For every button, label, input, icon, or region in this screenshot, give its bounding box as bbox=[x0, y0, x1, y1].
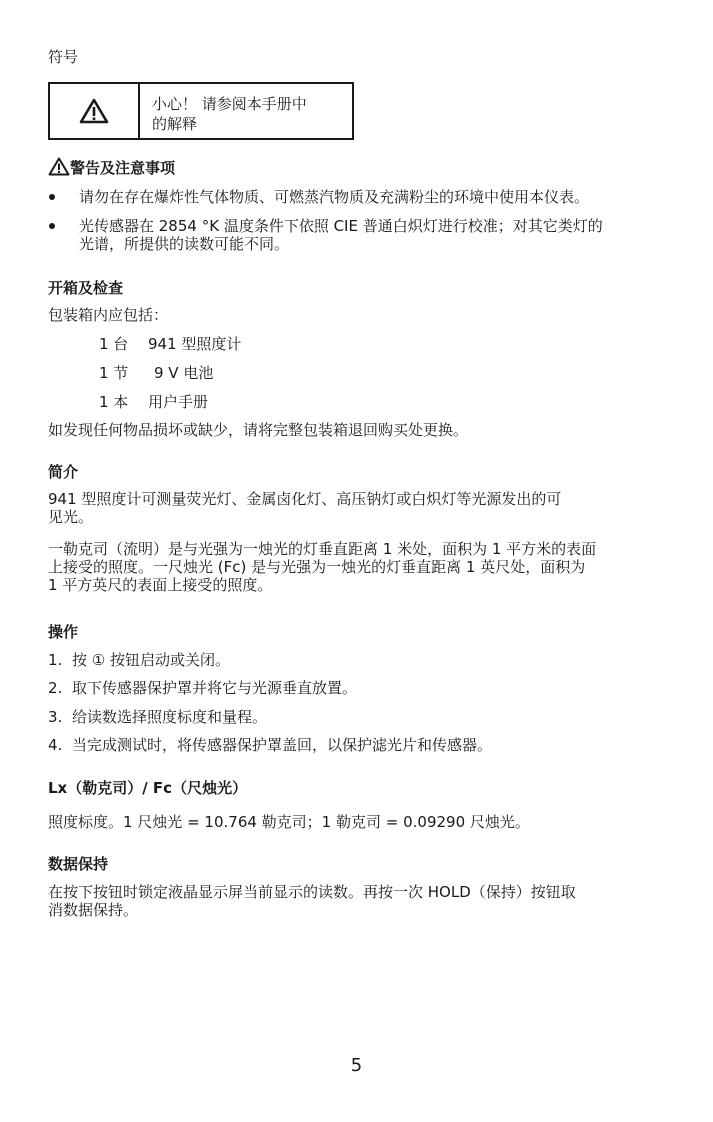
warning-item-2-line2: 光谱，所提供的读数可能不同。 bbox=[79, 235, 290, 253]
caution-symbol-table bbox=[48, 82, 354, 140]
step-text: 取下传感器保护罩并将它与光源垂直放置。 bbox=[72, 679, 358, 697]
step-text: 按 ① 按钮启动或关闭。 bbox=[72, 651, 230, 669]
hold-heading: 数据保持 bbox=[48, 855, 109, 873]
warnings-heading: 警告及注意事项 bbox=[70, 159, 176, 177]
units-heading: Lx（勒克司）/ Fc（尺烛光） bbox=[48, 779, 248, 797]
warning-item-1: 请勿在存在爆炸性气体物质、可燃蒸汽物质及充满粉尘的环境中使用本仪表。 bbox=[79, 188, 590, 206]
package-item-desc: 用户手册 bbox=[148, 393, 209, 411]
hold-line1: 在按下按钮时锁定液晶显示屏当前显示的读数。再按一次 HOLD（保持）按钮取 bbox=[48, 883, 576, 901]
intro-p1-line1: 941 型照度计可测量荧光灯、金属卤化灯、高压钠灯或白炽灯等光源发出的可 bbox=[48, 490, 562, 508]
package-item-desc: 9 V 电池 bbox=[154, 364, 214, 382]
page-number: 5 bbox=[350, 1055, 363, 1076]
caution-icon-cell bbox=[50, 84, 140, 138]
unpacking-intro: 包装箱内应包括： bbox=[48, 306, 169, 324]
step-number: 2. bbox=[48, 679, 63, 697]
units-text: 照度标度。1 尺烛光 = 10.764 勒克司；1 勒克司 = 0.09290 尺烛光。 bbox=[48, 813, 530, 831]
caution-text-line1: 小心！ 请参阅本手册中 bbox=[152, 95, 307, 113]
package-item-qty: 1 节 bbox=[99, 364, 129, 382]
intro-p2-line2: 上接受的照度。一尺烛光 (Fc) 是与光强为一烛光的灯垂直距离 1 英尺处，面积为 bbox=[48, 558, 586, 576]
step-text: 给读数选择照度标度和量程。 bbox=[72, 708, 268, 726]
symbols-heading: 符号 bbox=[48, 48, 79, 66]
warning-item-2-line1: 光传感器在 2854 °K 温度条件下依照 CIE 普通白炽灯进行校准；对其它类灯的 bbox=[79, 217, 603, 235]
bullet bbox=[49, 194, 55, 200]
step-number: 3. bbox=[48, 708, 63, 726]
step-number: 4. bbox=[48, 736, 63, 754]
intro-p2-line1: 一勒克司（流明）是与光强为一烛光的灯垂直距离 1 米处，面积为 1 平方米的表面 bbox=[48, 540, 597, 558]
package-item-qty: 1 台 bbox=[99, 335, 129, 353]
operation-heading: 操作 bbox=[48, 623, 79, 641]
step-text: 当完成测试时，将传感器保护罩盖回，以保护滤光片和传感器。 bbox=[72, 736, 493, 754]
intro-p2-line3: 1 平方英尺的表面上接受的照度。 bbox=[48, 576, 273, 594]
hold-line2: 消数据保持。 bbox=[48, 901, 139, 919]
warnings-heading-row bbox=[48, 157, 175, 178]
intro-heading: 简介 bbox=[48, 463, 79, 481]
intro-p1-line2: 见光。 bbox=[48, 508, 94, 526]
package-item-qty: 1 本 bbox=[99, 393, 129, 411]
unpacking-note: 如发现任何物品损坏或缺少，请将完整包装箱退回购买处更换。 bbox=[48, 421, 469, 439]
caution-text-cell bbox=[140, 84, 352, 138]
package-item-desc: 941 型照度计 bbox=[148, 335, 242, 353]
step-number: 1. bbox=[48, 651, 63, 669]
bullet bbox=[49, 223, 55, 229]
unpacking-heading: 开箱及检查 bbox=[48, 279, 124, 297]
warning-triangle-icon bbox=[48, 157, 70, 176]
warning-triangle-icon bbox=[79, 98, 109, 124]
caution-text-line2: 的解释 bbox=[152, 115, 198, 133]
